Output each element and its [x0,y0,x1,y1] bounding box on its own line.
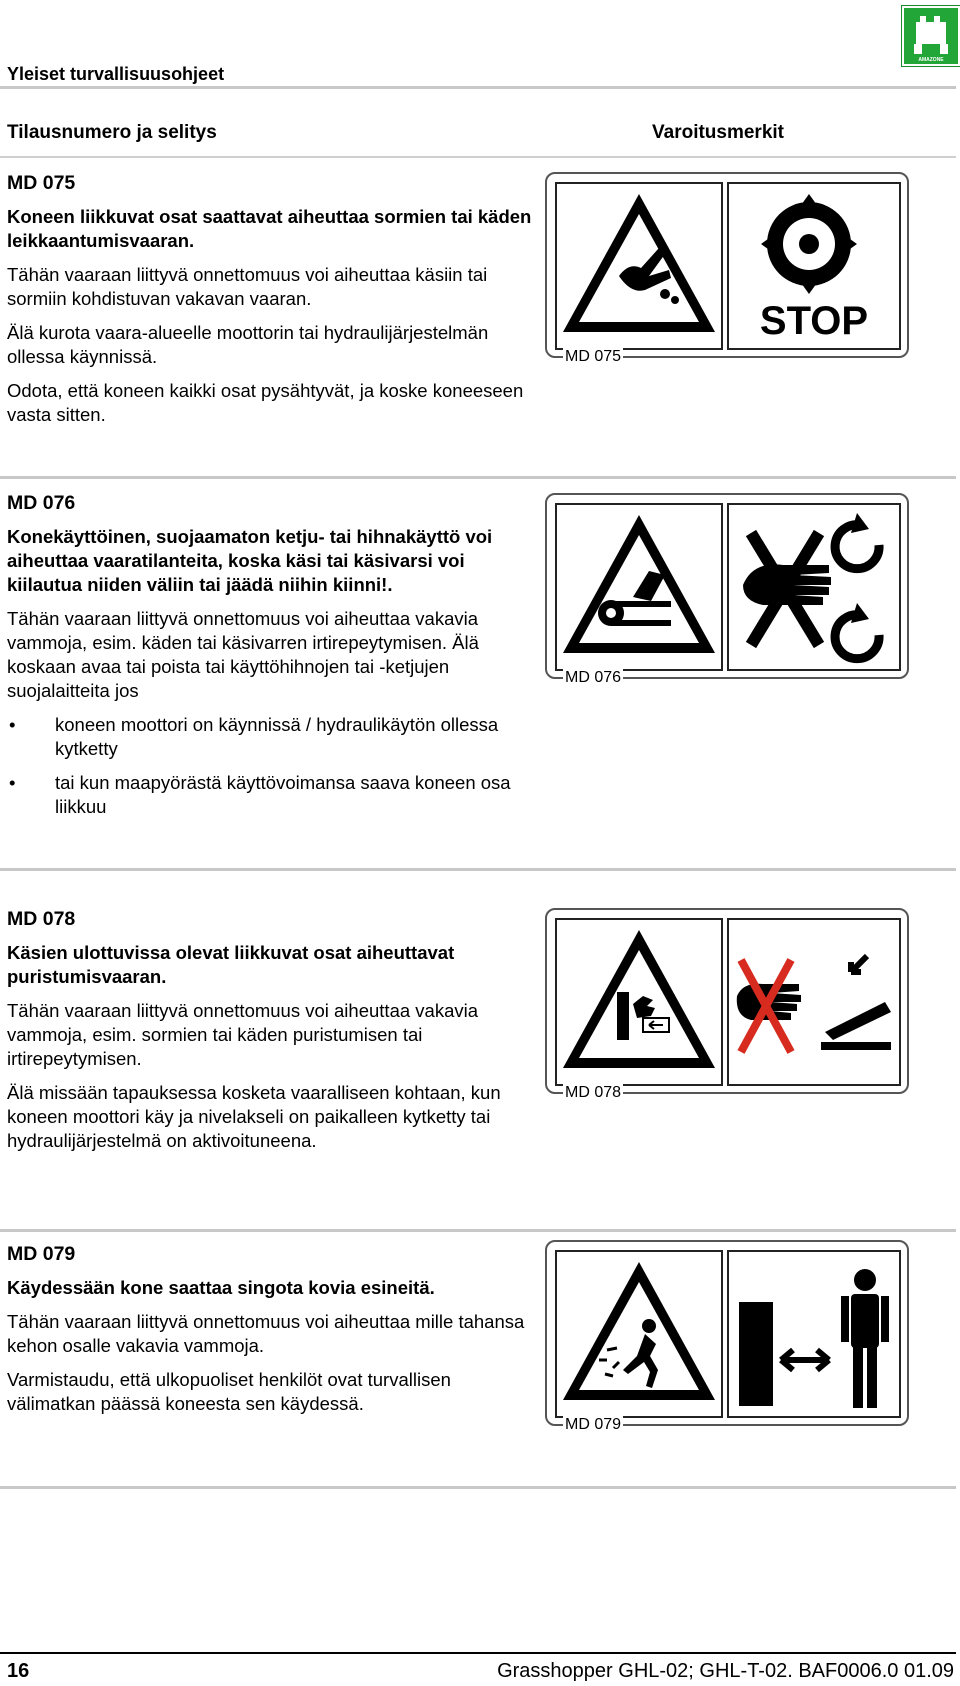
list-item: • tai kun maapyörästä käyttövoimansa saava koneen osa liikkuu [7,771,537,819]
sign-label: MD 076 [565,669,622,686]
warning-sign-md075 [545,172,909,365]
list-item: • koneen moottori on käynnissä / hydraulikäytön ollessa kytketty [7,713,537,761]
section-md076 [7,491,537,829]
amazone-logo [902,6,960,66]
double-arrow-icon [781,1350,829,1370]
section-divider [0,1486,956,1489]
section-paragraph: Tähän vaaraan liittyvä onnettomuus voi aiheuttaa mille tahansa kehon osalle vakavia vammoja. [7,1311,525,1356]
section-code: MD 079 [7,1243,76,1265]
column-heading-left: Tilausnumero ja selitys [7,122,217,143]
section-lead: Käydessään kone saattaa singota kovia esineitä. [7,1277,435,1298]
section-paragraph: Tähän vaaraan liittyvä onnettomuus voi aiheuttaa käsiin tai sormiin kohdistuvan vakavan vaaran. [7,264,488,309]
warning-triangle [555,182,723,350]
section-paragraph: Odota, että koneen kaikki osat pysähtyvät, ja koske koneeseen vasta sitten. [7,380,524,425]
section-paragraph: Varmistaudu, että ulkopuoliset henkilöt ovat turvallisen välimatkan päässä koneesta sen käydessä. [7,1369,451,1414]
sign-label: MD 075 [565,348,622,365]
section-md078 [7,907,537,1163]
section-paragraph: Älä missään tapauksessa kosketa vaaralliseen kohtaan, kun koneen moottori käy ja nivelakseli on paikalleen kytketty tai hydraulijärjestelmä on aktivoituneena. [7,1082,501,1151]
no-hand-near-drive [727,503,901,671]
warning-triangle [555,1250,723,1418]
section-paragraph: Tähän vaaraan liittyvä onnettomuus voi aiheuttaa vakavia vammoja, esim. käden tai käsivarren irtirepeytymisen. Älä koskaan avaa tai poista tai käyttöhihnojen tai -ketjujen suojalaitteita jos [7,608,479,701]
bullet-list [7,713,537,819]
machine-block-icon [739,1302,773,1406]
section-lead: Konekäyttöinen, suojaamaton ketju- tai hihnakäyttö voi aiheuttaa vaaratilanteita, koska käsi tai käsivarsi voi kiilautua niiden väliin tai jäädä niihin kiinni!. [7,526,493,595]
footer-divider [0,1652,956,1654]
column-heading-right: Varoitusmerkit [652,122,784,143]
section-lead: Käsien ulottuvissa olevat liikkuvat osat aiheuttavat puristumisvaaran. [7,942,455,987]
header-divider [0,86,956,89]
person-icon [841,1269,889,1408]
stop-text: STOP [759,299,869,343]
section-md079 [7,1242,537,1426]
document-title: Yleiset turvallisuusohjeet [7,64,225,84]
section-divider [0,1229,956,1232]
section-lead: Koneen liikkuvat osat saattavat aiheuttaa sormien tai käden leikkaantumisvaaran. [7,206,532,251]
keep-distance [727,1250,901,1418]
warning-sign-md076 [545,493,909,686]
sign-label: MD 078 [565,1084,622,1101]
rotating-blade-icon [761,194,857,294]
section-md075 [7,171,537,437]
section-paragraph: Älä kurota vaara-alueelle moottorin tai hydraulijärjestelmän ollessa käynnissä. [7,322,489,367]
stop-rotating-blades [727,182,901,350]
column-heading-divider [0,156,956,158]
warning-triangle [555,503,723,671]
section-paragraph: Tähän vaaraan liittyvä onnettomuus voi aiheuttaa vakavia vammoja, esim. sormien tai käden puristumisen tai irtirepeytymisen. [7,1000,479,1069]
footer-document-info: Grasshopper GHL-02; GHL-T-02. BAF0006.0 01.09 [497,1660,954,1682]
section-code: MD 076 [7,492,76,514]
warning-sign-md079 [545,1240,909,1433]
section-code: MD 078 [7,908,76,930]
page-number: 16 [7,1660,30,1682]
pinch-plate-icon [825,1002,891,1040]
warning-sign-md078 [545,908,909,1101]
section-code: MD 075 [7,172,76,194]
arrow-down-icon [851,956,867,972]
section-divider [0,868,956,871]
section-divider [0,476,956,479]
sign-label: MD 079 [565,1416,622,1433]
logo-text: AMAZONE [918,57,944,63]
warning-triangle [555,918,723,1086]
no-hand-crush-area [727,918,901,1086]
